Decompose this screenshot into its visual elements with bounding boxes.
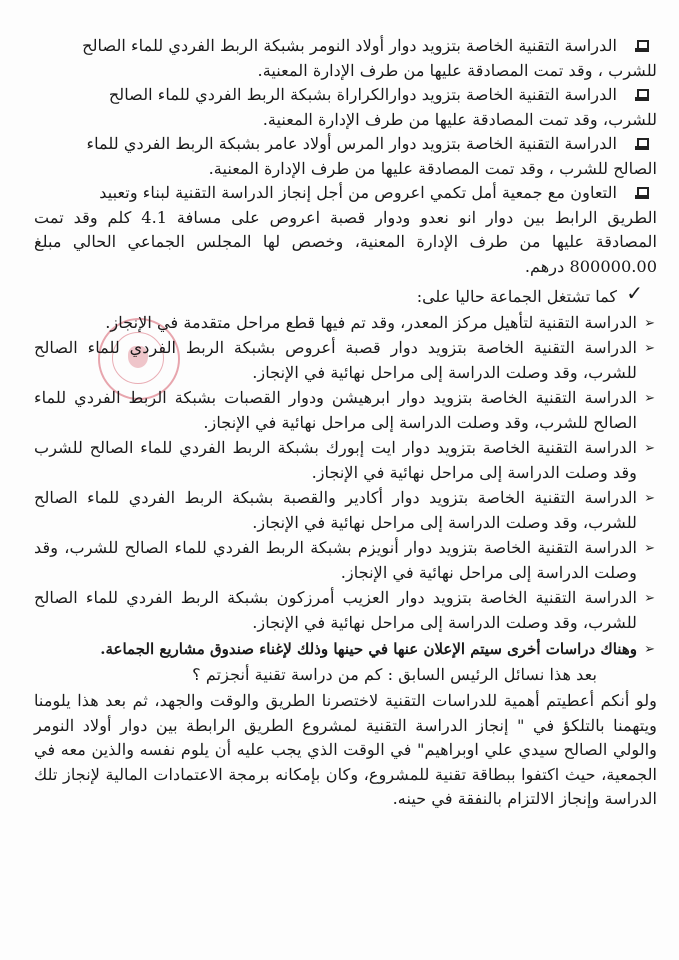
- completed-item: [34, 34, 657, 59]
- current-item-text: الدراسة التقنية الخاصة بتزويد دوار أكادير والقصبة بشبكة الربط الفردي للماء الصالح للشرب، وقد وصلت الدراسة إلى مراحل نهائية في الإنجاز.: [34, 488, 637, 532]
- current-item-text: الدراسة التقنية الخاصة بتزويد دوار قصبة أعروص بشبكة الربط الفردي للماء الصالح للشرب، وقد وصلت الدراسة إلى مراحل نهائية في الإنجاز.: [34, 338, 637, 382]
- closing-paragraph-text: ولو أنكم أعطيتم أهمية للدراسات التقنية لاختصرنا الطريق والوقت والجهد، ثم بعد هذا يلومنا ويتهمنا بالتلكؤ في " إنجاز الدراسة التقنية لمشروع الطريق الرابطة بين دوار أولاد النومر والولي الصالح سيدي علي اوبراهيم" في الوقت الذي يجب عليه أن يلوم نفسه والذين معه في الجمعية، حيث اكتفوا ببطاقة تقنية للمشروع، وكان بإمكانه برمجة الاعتمادات المالية لإنجاز تلك الدراسة وإنجاز الالتزام بالنفقة في حينه.: [34, 691, 657, 808]
- arrowhead-bullet-icon: ➢: [644, 491, 655, 506]
- current-item: [34, 386, 657, 435]
- current-item: [34, 586, 657, 635]
- completed-item-line1: الدراسة التقنية الخاصة بتزويد دوار أولاد النومر بشبكة الربط الفردي للماء الصالح: [82, 36, 617, 55]
- completed-item-rest: الصالح للشرب ، وقد تمت المصادقة عليها من طرف الإدارة المعنية.: [208, 158, 657, 178]
- boxed-square-bullet-icon: [635, 187, 649, 199]
- question-line: [34, 663, 657, 688]
- completed-item-cont: [34, 108, 657, 133]
- checkmark-icon: ✓: [626, 281, 643, 305]
- current-item: [34, 436, 657, 485]
- arrowhead-bullet-icon: ➢: [644, 315, 655, 331]
- completed-item-line1: الدراسة التقنية الخاصة بتزويد دوار المرس أولاد عامر بشبكة الربط الفردي للماء: [86, 134, 617, 153]
- current-item-text: الدراسة التقنية الخاصة بتزويد دوار العزيب أمرزكون بشبكة الربط الفردي للماء الصالح للشرب، وقد وصلت الدراسة إلى مراحل نهائية في الإنجاز.: [34, 588, 637, 632]
- current-work-heading: [34, 281, 657, 310]
- arrowhead-bullet-icon: ➢: [644, 391, 655, 406]
- completed-item: [34, 132, 657, 157]
- completed-item-rest: للشرب، وقد تمت المصادقة عليها من طرف الإدارة المعنية.: [262, 109, 657, 129]
- current-work-heading-text: كما تشتغل الجماعة حاليا على:: [416, 287, 617, 306]
- completed-item-cont: [34, 206, 657, 280]
- boxed-square-bullet-icon: [635, 138, 649, 150]
- completed-item-cont: [34, 157, 657, 182]
- current-item: [34, 336, 657, 385]
- completed-item-rest: للشرب ، وقد تمت المصادقة عليها من طرف الإدارة المعنية.: [257, 60, 657, 80]
- current-item-text: الدراسة التقنية الخاصة بتزويد دوار ابرهيشن ودوار القصبات بشبكة الربط الفردي للماء الصالح للشرب، وقد وصلت الدراسة إلى مراحل نهائية في الإنجاز.: [34, 388, 637, 432]
- arrowhead-bullet-icon: ➢: [644, 541, 655, 556]
- completed-item-rest: الطريق الرابط بين دوار انو نعدو ودوار قصبة اعروص على مسافة 4.1 كلم وقد تمت المصادقة عليها من طرف الإدارة المعنية، وخصص لها المجلس الجماعي الحالي مبلغ 800000.00 درهم.: [34, 207, 657, 276]
- boxed-square-bullet-icon: [635, 89, 649, 101]
- completed-item: [34, 83, 657, 108]
- boxed-square-bullet-icon: [635, 40, 649, 52]
- completed-item-cont: [34, 59, 657, 84]
- other-studies-note-text: وهناك دراسات أخرى سيتم الإعلان عنها في حينها وذلك لإغناء صندوق مشاريع الجماعة.: [100, 640, 637, 658]
- closing-paragraph: [34, 689, 657, 812]
- completed-item-line1: التعاون مع جمعية أمل تكمي اعروص من أجل إنجاز الدراسة التقنية لبناء وتعبيد: [99, 183, 617, 202]
- arrowhead-bullet-icon: ➢: [644, 591, 655, 606]
- arrowhead-bullet-icon: ➢: [644, 642, 655, 657]
- arrowhead-bullet-icon: ➢: [644, 341, 655, 356]
- current-item: [34, 536, 657, 585]
- other-studies-note: [34, 637, 657, 662]
- current-item-text: الدراسة التقنية الخاصة بتزويد دوار أنويزم بشبكة الربط الفردي للماء الصالح للشرب، وقد وصلت الدراسة إلى مراحل نهائية في الإنجاز.: [34, 538, 637, 582]
- current-item: [34, 486, 657, 535]
- arrowhead-bullet-icon: ➢: [644, 441, 655, 456]
- current-item-text: الدراسة التقنية الخاصة بتزويد دوار ايت إبورك بشبكة الربط الفردي للماء الصالح للشرب وقد وصلت الدراسة إلى مراحل نهائية في الإنجاز.: [34, 438, 637, 482]
- current-item: [34, 311, 657, 336]
- question-text: بعد هذا نسائل الرئيس السابق : كم من دراسة تقنية أنجزتم ؟: [192, 664, 597, 684]
- completed-item: [34, 181, 657, 206]
- current-item-text: الدراسة التقنية لتأهيل مركز المعدر، وقد تم فيها قطع مراحل متقدمة في الإنجاز.: [105, 312, 637, 332]
- completed-item-line1: الدراسة التقنية الخاصة بتزويد دوارالكراراة بشبكة الربط الفردي للماء الصالح: [108, 85, 617, 104]
